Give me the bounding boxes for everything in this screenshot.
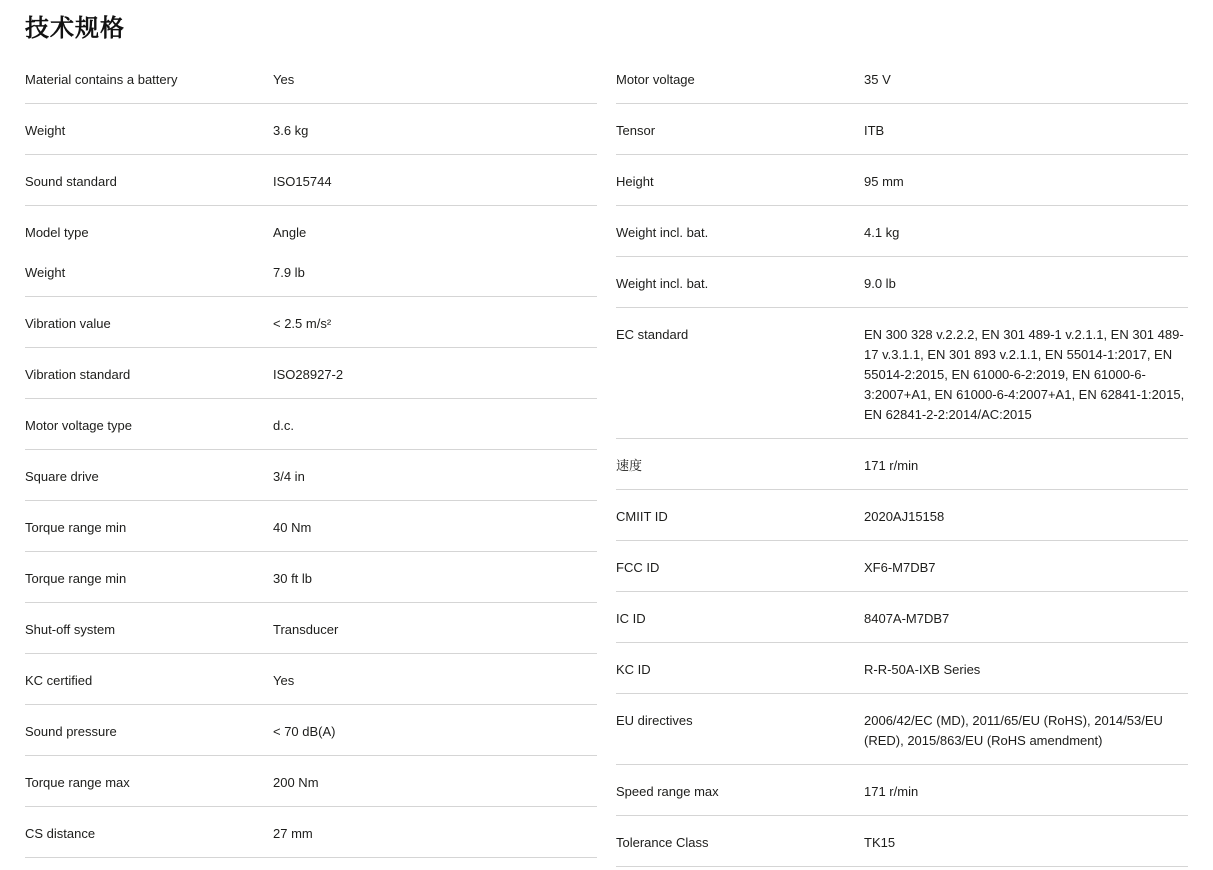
spec-label: Tolerance Class	[616, 835, 709, 850]
spec-label: IC ID	[616, 611, 646, 626]
spec-row	[25, 70, 597, 90]
spec-row	[25, 172, 597, 192]
spec-table	[25, 53, 1188, 867]
spec-row	[25, 773, 597, 793]
spec-group	[25, 705, 597, 756]
spec-group	[25, 450, 597, 501]
spec-row	[25, 671, 597, 691]
spec-label: KC ID	[616, 662, 651, 677]
spec-label: Motor voltage	[616, 72, 695, 87]
spec-row	[616, 325, 1188, 425]
spec-value: < 2.5 m/s²	[273, 316, 332, 331]
spec-group	[25, 399, 597, 450]
spec-row	[616, 172, 1188, 192]
spec-group	[25, 501, 597, 552]
spec-label: Weight incl. bat.	[616, 225, 709, 240]
spec-group	[616, 104, 1188, 155]
spec-group	[25, 807, 597, 858]
spec-label: Torque range min	[25, 571, 127, 586]
spec-label: Weight incl. bat.	[616, 276, 709, 291]
spec-group	[616, 765, 1188, 816]
spec-group	[25, 348, 597, 399]
spec-value: 35 V	[864, 72, 891, 87]
spec-value: 3/4 in	[273, 469, 305, 484]
spec-label: Tensor	[616, 123, 656, 138]
spec-value: 171 r/min	[864, 458, 919, 473]
spec-row	[25, 121, 597, 141]
spec-row	[616, 274, 1188, 294]
spec-label: Weight	[25, 265, 66, 280]
spec-row	[616, 558, 1188, 578]
spec-column-right	[616, 53, 1188, 867]
spec-row	[25, 518, 597, 538]
spec-value: R-R-50A-IXB Series	[864, 662, 981, 677]
spec-row	[25, 620, 597, 640]
spec-row	[616, 456, 1188, 476]
spec-label: FCC ID	[616, 560, 660, 575]
spec-label: CS distance	[25, 826, 96, 841]
spec-group	[616, 643, 1188, 694]
spec-value: 8407A-M7DB7	[864, 611, 950, 626]
spec-label: CMIIT ID	[616, 509, 668, 524]
spec-value: d.c.	[273, 418, 294, 433]
spec-group	[616, 541, 1188, 592]
spec-value: 9.0 lb	[864, 276, 896, 291]
spec-row	[25, 416, 597, 436]
spec-label: 速度	[616, 458, 643, 473]
spec-group	[25, 53, 597, 104]
spec-value: 171 r/min	[864, 784, 919, 799]
spec-value: Yes	[273, 673, 295, 688]
spec-group	[25, 603, 597, 654]
spec-value: TK15	[864, 835, 896, 850]
spec-group	[616, 155, 1188, 206]
spec-label: Shut-off system	[25, 622, 116, 637]
spec-group	[616, 592, 1188, 643]
spec-group	[25, 756, 597, 807]
spec-label: Speed range max	[616, 784, 719, 799]
spec-label: KC certified	[25, 673, 93, 688]
page-title: 技术规格	[25, 15, 125, 42]
spec-value: 2006/42/EC (MD), 2011/65/EU (RoHS), 2014/53/EU (RED), 2015/863/EU (RoHS amendment)	[864, 713, 1163, 748]
spec-row	[616, 507, 1188, 527]
spec-row	[25, 223, 597, 243]
spec-value: 40 Nm	[273, 520, 312, 535]
spec-label: EC standard	[616, 327, 689, 342]
spec-label: Weight	[25, 123, 66, 138]
spec-group	[25, 155, 597, 206]
spec-value: 30 ft lb	[273, 571, 313, 586]
spec-row	[616, 782, 1188, 802]
spec-value: EN 300 328 v.2.2.2, EN 301 489-1 v.2.1.1, EN 301 489-17 v.3.1.1, EN 301 893 v.2.1.1, EN 55014-1:2017, EN 55014-2:2015, EN 61000-6-2:2019, EN 61000-6-3:2007+A1, EN 61000-6-4:2007+A1, EN 62841-1:2015, EN 62841-2-2:2014/AC:2015	[864, 327, 1185, 422]
spec-row	[25, 365, 597, 385]
spec-row	[25, 263, 597, 283]
spec-group	[25, 104, 597, 155]
spec-label: Material contains a battery	[25, 72, 178, 87]
spec-value: Angle	[273, 225, 307, 240]
spec-row	[616, 711, 1188, 751]
spec-row	[616, 609, 1188, 629]
spec-row	[616, 660, 1188, 680]
spec-group	[616, 257, 1188, 308]
spec-group	[616, 439, 1188, 490]
spec-label: Model type	[25, 225, 89, 240]
spec-row	[25, 314, 597, 334]
spec-value: 27 mm	[273, 826, 313, 841]
spec-label: EU directives	[616, 713, 693, 728]
spec-value: ISO15744	[273, 174, 332, 189]
spec-label: Torque range min	[25, 520, 127, 535]
spec-group	[25, 206, 597, 297]
spec-group	[25, 654, 597, 705]
spec-value: ISO28927-2	[273, 367, 344, 382]
spec-label: Vibration value	[25, 316, 111, 331]
spec-row	[616, 833, 1188, 853]
spec-row	[616, 70, 1188, 90]
spec-group	[616, 816, 1188, 867]
spec-label: Sound pressure	[25, 724, 117, 739]
spec-row	[25, 824, 597, 844]
spec-row	[25, 467, 597, 487]
spec-value: 200 Nm	[273, 775, 319, 790]
spec-row	[25, 569, 597, 589]
spec-label: Height	[616, 174, 654, 189]
spec-value: 2020AJ15158	[864, 509, 945, 524]
spec-value: < 70 dB(A)	[273, 724, 336, 739]
spec-label: Motor voltage type	[25, 418, 132, 433]
spec-value: Transducer	[273, 622, 339, 637]
spec-label: Torque range max	[25, 775, 130, 790]
spec-group	[616, 694, 1188, 765]
spec-value: ITB	[864, 123, 885, 138]
spec-group	[616, 53, 1188, 104]
spec-page	[0, 13, 1213, 867]
spec-value: 4.1 kg	[864, 225, 900, 240]
spec-group	[25, 297, 597, 348]
spec-label: Square drive	[25, 469, 99, 484]
spec-group	[616, 490, 1188, 541]
spec-value: 95 mm	[864, 174, 904, 189]
spec-label: Sound standard	[25, 174, 117, 189]
spec-group	[616, 308, 1188, 439]
spec-label: Vibration standard	[25, 367, 131, 382]
spec-group	[25, 552, 597, 603]
spec-row	[616, 121, 1188, 141]
spec-value: 3.6 kg	[273, 123, 309, 138]
spec-value: 7.9 lb	[273, 265, 305, 280]
spec-group	[616, 206, 1188, 257]
spec-value: Yes	[273, 72, 295, 87]
spec-row	[616, 223, 1188, 243]
spec-value: XF6-M7DB7	[864, 560, 936, 575]
spec-column-left	[25, 53, 597, 858]
spec-row	[25, 722, 597, 742]
